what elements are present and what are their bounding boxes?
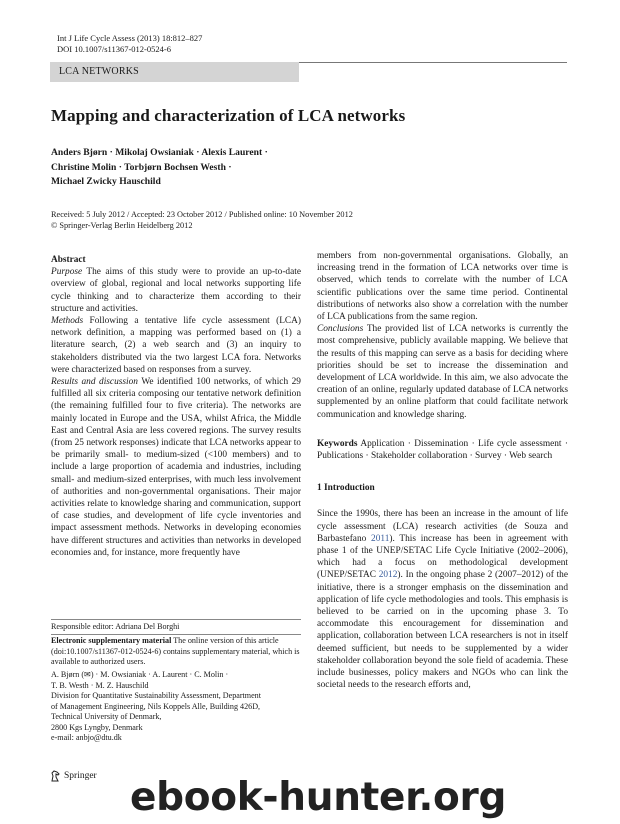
- journal-doi: DOI 10.1007/s11367-012-0524-6: [57, 44, 171, 54]
- abstract-purpose: [51, 266, 301, 315]
- publisher-name: Springer: [64, 771, 97, 781]
- keywords-text: Application · Dissemination · Life cycle assessment · Publications · Stakeholder collaboration · Survey · Web search: [317, 438, 568, 462]
- journal-info: [57, 33, 202, 55]
- purpose-text: The aims of this study were to provide an up-to-date overview of global, regional and local networks supporting life cycle thinking and to characterize them according to their structure and activities.: [51, 267, 301, 314]
- author-line: Anders Bjørn · Mikolaj Owsianiak · Alexis Laurent ·: [51, 147, 268, 158]
- email-line: e-mail: anbjo@dtu.dk: [51, 733, 122, 742]
- dates-line: Received: 5 July 2012 / Accepted: 23 October 2012 / Published online: 10 November 2012: [51, 210, 353, 219]
- esm-note: [51, 636, 301, 668]
- purpose-label: Purpose: [51, 267, 83, 278]
- journal-citation: Int J Life Cycle Assess (2013) 18:812–827: [57, 33, 203, 43]
- conclusions-label: Conclusions: [317, 324, 364, 335]
- publication-dates: [51, 210, 353, 232]
- author-line: Christine Molin · Torbjørn Bochsen Westh ·: [51, 161, 232, 173]
- affiliation-line: of Management Engineering, Nils Koppels Alle, Building 426D,: [51, 701, 261, 711]
- affiliation-block: [51, 670, 301, 744]
- copyright-line: © Springer-Verlag Berlin Heidelberg 2012: [51, 220, 193, 230]
- affiliation-line: Division for Quantitative Sustainability Assessment, Department: [51, 691, 261, 700]
- springer-horse-icon: [50, 770, 61, 782]
- header-rule: [299, 62, 567, 63]
- section-banner: LCA NETWORKS: [50, 62, 299, 82]
- responsible-editor: Responsible editor: Adriana Del Borghi: [51, 622, 180, 631]
- left-column: [51, 254, 301, 559]
- author-list: [51, 146, 371, 190]
- article-title: Mapping and characterization of LCA networks: [51, 106, 406, 125]
- footnote-rule: [51, 619, 301, 620]
- right-column: [317, 250, 568, 692]
- affiliation-line: Technical University of Denmark,: [51, 712, 162, 721]
- esm-label: Electronic supplementary material: [51, 636, 172, 645]
- watermark: ebook-hunter.org: [130, 775, 507, 820]
- abstract-heading: Abstract: [51, 255, 86, 265]
- results-label: Results and discussion: [51, 377, 138, 388]
- methods-text: Following a tentative life cycle assessment (LCA) network definition, a mapping was performed based on (1) a literature search, (2) a web search and (3) an inquiry to stakeholders distributed via the two largest LCA fora. Networks were characterized based on responses from a survey.: [51, 316, 301, 375]
- esm-text: The online version of this article (doi:10.1007/s11367-012-0524-6) contains supplementary material, which is available to authorized users.: [51, 636, 300, 666]
- abstract-results: [51, 376, 301, 559]
- keywords-label: Keywords: [317, 438, 358, 449]
- abstract-continued: members from non-governmental organisations. Globally, an increasing trend in the formation of LCA networks over time is observed, which tends to correlate with the number of LCA scientific publications over the same time period. Continental distributions of networks also show a correlation with the number of LCA publications from the same region.: [317, 251, 568, 323]
- keywords: [317, 438, 568, 462]
- author-line: Michael Zwicky Hauschild: [51, 176, 161, 187]
- conclusions-text: The provided list of LCA networks is currently the most comprehensive, publicly available mapping. We believe that the results of this mapping can serve as a basis for deciding where priorities should be set to increase the dissemination and development of LCA worldwide. In this aim, we also advocate the creation of an online, regularly updated database of LCA networks supplemented by an online platform that could facilitate network communication and knowledge sharing.: [317, 324, 568, 420]
- abstract-methods: [51, 315, 301, 376]
- affiliation-line: A. Bjørn (✉) · M. Owsianiak · A. Laurent · C. Molin ·: [51, 670, 229, 679]
- citation-link[interactable]: 2011: [371, 533, 390, 544]
- results-text: We identified 100 networks, of which 29 fulfilled all six criteria composing our tentative network definition (the remaining fulfilled four to five criteria). The networks are mainly located in Europe and the USA, whilst Africa, the Middle East and Central Asia are less covered regions. The survey results (from 25 network responses) indicate that LCA networks appear to be primarily small- to medium-sized (<100 members) and to include a large proportion of academia and industries, including small- and medium-sized enterprises, with much less involvement of authorities and non-governmental organisations. Their major activities relate to knowledge sharing and communication, support of case studies, and development of life cycle inventories and impact assessment methods. Networks in developing economies have different structures and activities than networks in developed economies and, for instance, more frequently have: [51, 377, 301, 558]
- affiliation-line: T. B. Westh · M. Z. Hauschild: [51, 680, 149, 690]
- publisher-mark: [50, 770, 97, 782]
- affiliation-line: 2800 Kgs Lyngby, Denmark: [51, 722, 143, 732]
- abstract-conclusions: [317, 323, 568, 421]
- methods-label: Methods: [51, 316, 84, 327]
- footnote-rule: [51, 634, 301, 635]
- introduction-text: Since the 1990s, there has been an increase in the amount of life cycle assessment (LCA) research activities (de Souza and Barbastefano 2011). This increase has been in agreement with phase 1 of the UNEP/SETAC Life Cycle Initiative (2002–2006), which had a focus on methodological development (UNEP/SETAC 2012). In the ongoing phase 2 (2007–2012) of the initiative, there is a stronger emphasis on the dissemination and application of life cycle methodologies and tools. This emphasis is believed to be carried on in the upcoming phase 3. To accommodate this encouragement for dissemination and application, collaboration between LCA researchers is not in itself deemed sufficient, but needs to be supplemented by a wider stakeholder collaboration beyond the sole field of academia. These include businesses, policy makers and NGOs who can link the societal needs to the research efforts and,: [317, 509, 568, 691]
- introduction-heading: 1 Introduction: [317, 483, 375, 494]
- citation-link[interactable]: 2012: [378, 570, 398, 581]
